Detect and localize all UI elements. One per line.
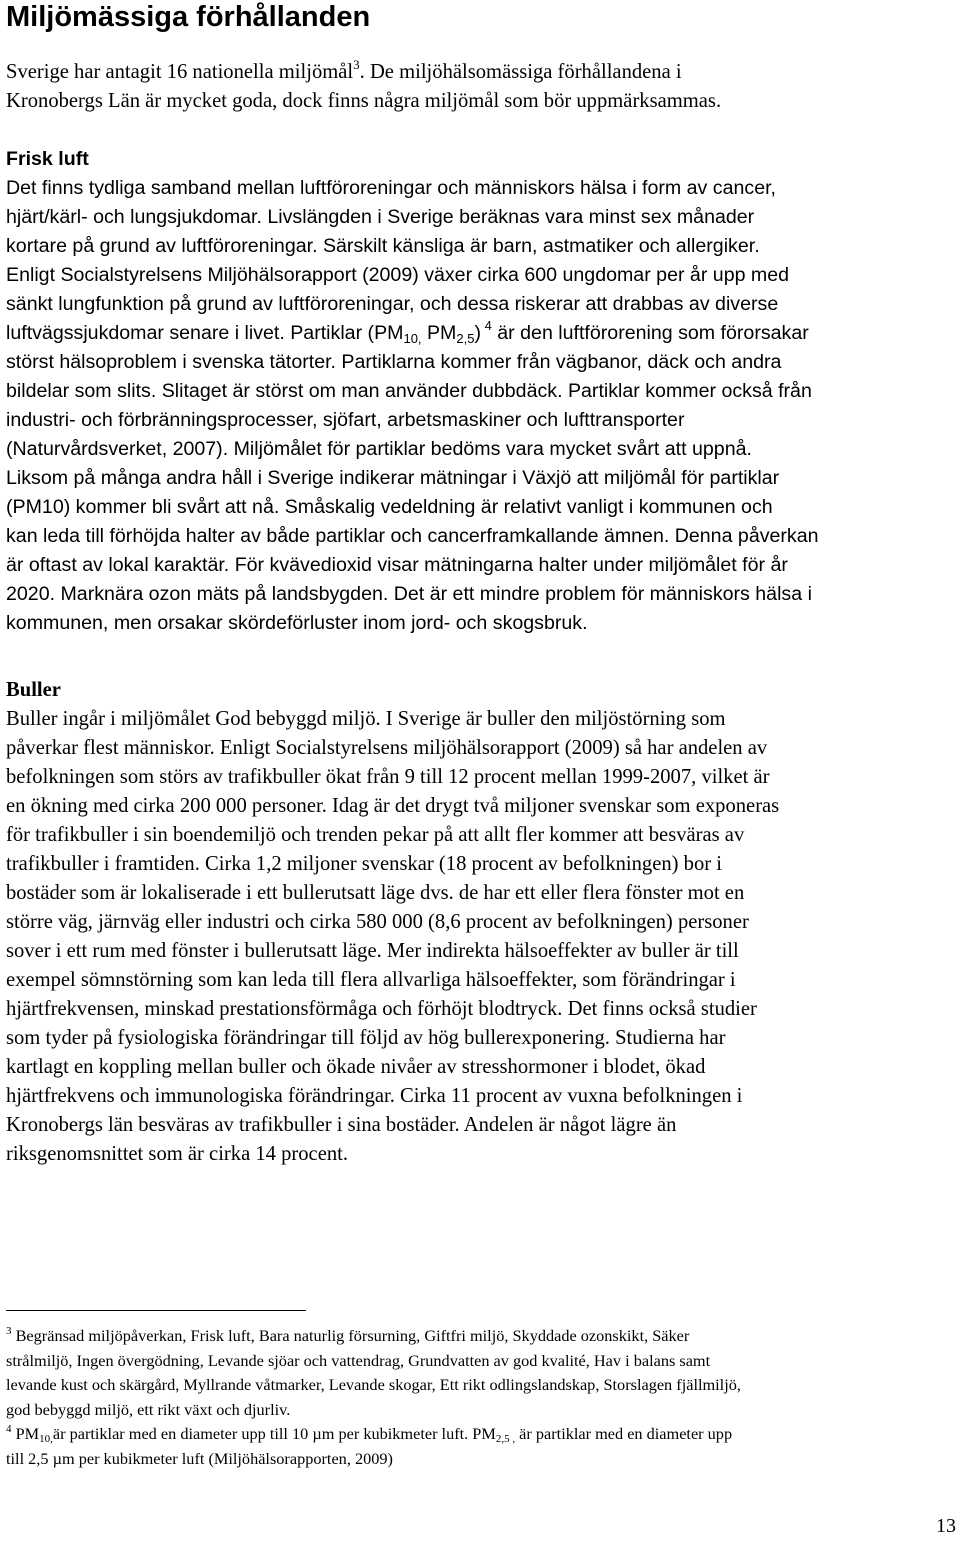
footnote-line: strålmiljö, Ingen övergödning, Levande sjöar och vattendrag, Grundvatten av god kvalité, Hav i balans samt xyxy=(6,1350,711,1370)
footnote-line: till 2,5 µm per kubikmeter luft (Miljöhälsorapporten, 2009) xyxy=(6,1448,393,1468)
text-line: kommunen, men orsakar skördeförluster inom jord- och skogsbruk. xyxy=(6,612,588,634)
text-line: en ökning med cirka 200 000 personer. Idag är det drygt två miljoner svenskar som exponeras xyxy=(6,795,780,817)
text-line: för trafikbuller i sin boendemiljö och trenden pekar på att allt fler kommer att besväras av xyxy=(6,824,745,846)
page-title: Miljömässiga förhållanden xyxy=(6,1,371,33)
footnote-separator xyxy=(6,1310,306,1311)
footnotes xyxy=(6,1324,956,1471)
text-line: kartlagt en koppling mellan buller och ökade nivåer av stresshormoner i blodet, ökad xyxy=(6,1056,706,1078)
footnote-3: $^3$ Begränsad miljöpåverkan, Frisk luft, Bara naturlig försurning, Giftfri miljö, Skyddade ozonskikt, Säker xyxy=(6,1325,690,1345)
text-line: är oftast av lokal karaktär. För kvävedioxid visar mätningarna halter under miljömålet för år xyxy=(6,554,788,576)
intro-paragraph xyxy=(6,58,956,116)
footnote-line: levande kust och skärgård, Myllrande våtmarker, Levande skogar, Ett rikt odlingslandskap, Storslagen fjällmiljö, xyxy=(6,1375,741,1394)
text-line: 2020. Marknära ozon mäts på landsbygden. Det är ett mindre problem för människors hälsa i xyxy=(6,583,812,605)
text-line: kortare på grund av luftföroreningar. Särskilt känsliga är barn, astmatiker och allergiker. xyxy=(6,235,760,257)
text-line: (Naturvårdsverket, 2007). Miljömålet för partiklar bedöms vara mycket svårt att uppnå. xyxy=(6,438,752,460)
frisk-luft-section xyxy=(6,145,956,638)
text-line: Liksom på många andra håll i Sverige indikerar mätningar i Växjö att miljömål för partiklar xyxy=(6,467,780,489)
text-line: hjärtfrekvensen, minskad prestationsförmåga och förhöjt blodtryck. Det finns också studier xyxy=(6,998,757,1020)
text-line: Enligt Socialstyrelsens Miljöhälsorapport (2009) växer cirka 600 ungdomar per år upp med xyxy=(6,264,790,286)
intro-line: Kronobergs Län är mycket goda, dock finns några miljömål som bör uppmärksammas. xyxy=(6,90,722,112)
text-line: Kronobergs län besväras av trafikbuller i sina bostäder. Andelen är något lägre än xyxy=(6,1114,677,1136)
text-line: hjärt/kärl- och lungsjukdomar. Livslängden i Sverige beräknas vara minst sex månader xyxy=(6,206,755,228)
intro-line: Sverige har antagit 16 nationella miljömål$^3$. De miljöhälsomässiga förhållandena i xyxy=(6,57,682,83)
footnote-ref-3: 3 xyxy=(353,57,360,72)
text-line: befolkningen som störs av trafikbuller ökat från 9 till 12 procent mellan 1999-2007, vilket är xyxy=(6,766,770,788)
text-line: Det finns tydliga samband mellan luftföroreningar och människors hälsa i form av cancer, xyxy=(6,177,776,199)
text-line: Buller ingår i miljömålet God bebyggd miljö. I Sverige är buller den miljöstörning som xyxy=(6,708,726,730)
text-line: industri- och förbränningsprocesser, sjöfart, arbetsmaskiner och lufttransporter xyxy=(6,409,685,431)
text-line: större väg, järnväg eller industri och cirka 580 000 (8,6 procent av befolkningen) personer xyxy=(6,911,749,933)
text-line: riksgenomsnittet som är cirka 14 procent. xyxy=(6,1143,348,1165)
page-number: 13 xyxy=(936,1515,956,1537)
text-line: (PM10) kommer bli svårt att nå. Småskalig vedeldning är relativt vanligt i kommunen och xyxy=(6,496,773,518)
text-line: störst hälsoproblem i svenska tätorter. Partiklarna kommer från vägbanor, däck och andra xyxy=(6,351,782,373)
text-line: luftvägssjukdomar senare i livet. Partiklar ($PM_{10,}$ $PM_{2,5}$) $^4$ är den luftförorening som förorsakar xyxy=(6,318,809,346)
section-heading-frisk-luft: Frisk luft xyxy=(6,148,89,170)
text-line: trafikbuller i framtiden. Cirka 1,2 miljoner svenskar (18 procent av befolkningen) bor i xyxy=(6,853,722,875)
footnote-ref-4: 4 xyxy=(481,318,492,333)
section-heading-buller: Buller xyxy=(6,679,61,701)
text-line: kan leda till förhöjda halter av både partiklar och cancerframkallande ämnen. Denna påverkan xyxy=(6,525,819,547)
text-line: exempel sömnstörning som kan leda till flera allvarliga hälsoeffekter, som förändringar i xyxy=(6,969,736,991)
text-line: hjärtfrekvens och immunologiska förändringar. Cirka 11 procent av vuxna befolkningen i xyxy=(6,1085,743,1107)
text-line: bildelar som slits. Slitaget är störst om man använder dubbdäck. Partiklar kommer också från xyxy=(6,380,812,402)
footnote-marker: 3 xyxy=(6,1325,12,1337)
buller-section xyxy=(6,676,956,1169)
text-line: sänkt lungfunktion på grund av luftföroreningar, och dessa riskerar att drabbas av diverse xyxy=(6,293,779,315)
text-line: som tyder på fysiologiska förändringar till följd av hög bullerexponering. Studierna har xyxy=(6,1027,726,1049)
text-line: sover i ett rum med fönster i bullerutsatt läge. Mer indirekta hälsoeffekter av buller är till xyxy=(6,940,739,962)
pm-text: Partiklar (PM xyxy=(284,322,404,344)
footnote-4: $^4$ PM10,är partiklar med en diameter upp till 10 µm per kubikmeter luft. PM2,5 , är partiklar med en diameter upp xyxy=(6,1423,733,1445)
footnote-line: god bebyggd miljö, ett rikt växt och djurliv. xyxy=(6,1399,291,1419)
text-line: bostäder som är lokaliserade i ett bullerutsatt läge dvs. de har ett eller flera fönster mot en xyxy=(6,882,745,904)
text-line: påverkar flest människor. Enligt Socialstyrelsens miljöhälsorapport (2009) så har andelen av xyxy=(6,737,768,759)
footnote-marker: 4 xyxy=(6,1423,12,1435)
